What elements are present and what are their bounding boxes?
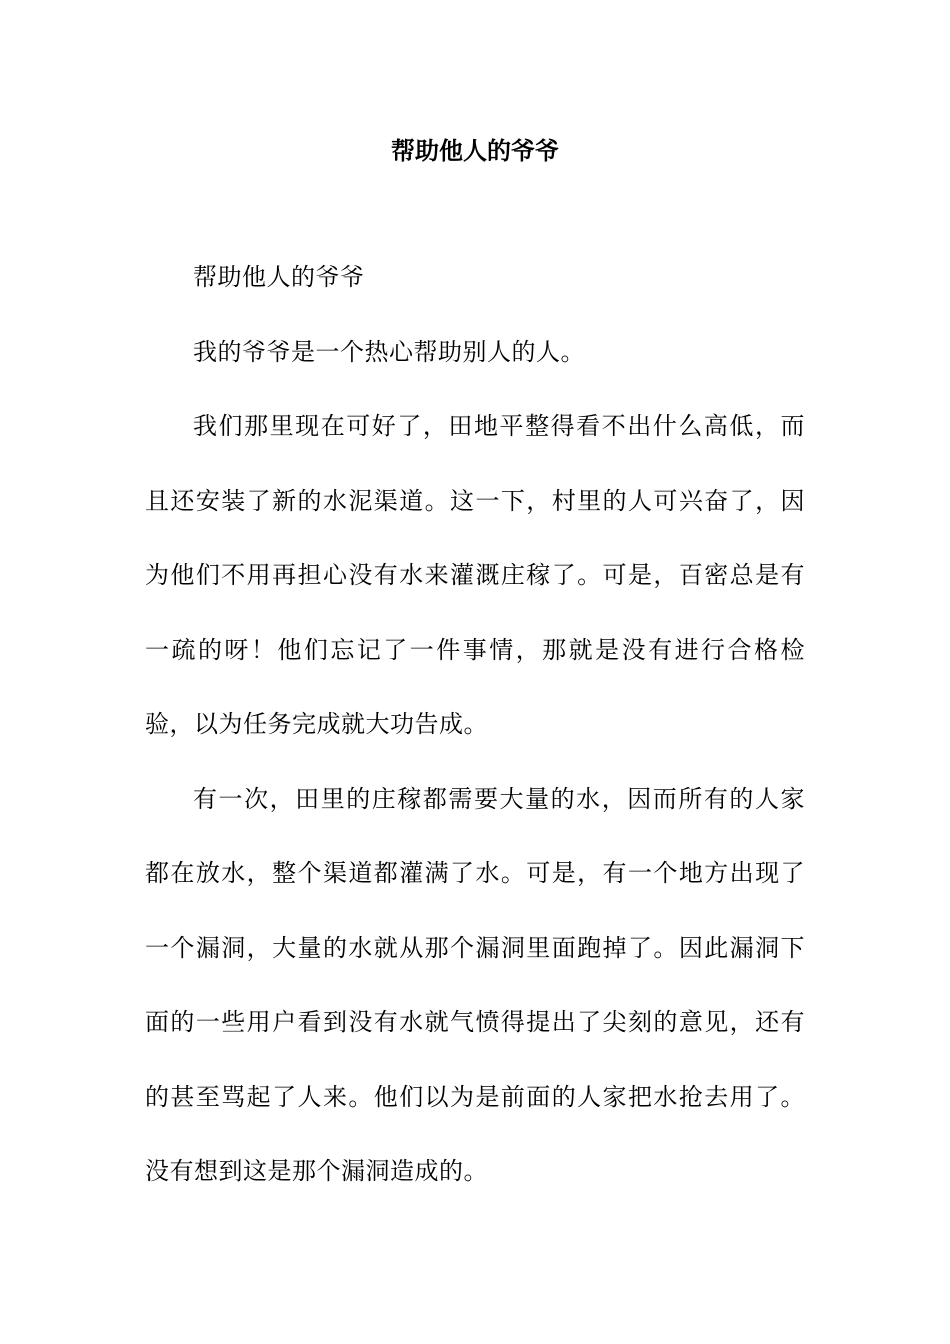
paragraph-intro: 我的爷爷是一个热心帮助别人的人。 xyxy=(193,337,585,366)
paragraph-channel: 我们那里现在可好了，田地平整得看不出什么高低，而且还安装了新的水泥渠道。这一下，村里的人可兴奋了，因为他们不用再担心没有水来灌溉庄稼了。可是，百密总是有一疏的呀！他们忘记了一件事情，那就是没有进行合格检验，以为任务完成就大功告成。 xyxy=(145,412,805,738)
paragraph-leak: 有一次，田里的庄稼都需要大量的水，因而所有的人家都在放水，整个渠道都灌满了水。可是，有一个地方出现了一个漏洞，大量的水就从那个漏洞里面跑掉了。因此漏洞下面的一些用户看到没有水就气愤得提出了尖刻的意见，还有的甚至骂起了人来。他们以为是前面的人家把水抢去用了。没有想到这是那个漏洞造成的。 xyxy=(145,784,805,1185)
paragraph-heading: 帮助他人的爷爷 xyxy=(193,263,365,291)
document-body xyxy=(145,240,805,1209)
document-title: 帮助他人的爷爷 xyxy=(391,136,559,165)
